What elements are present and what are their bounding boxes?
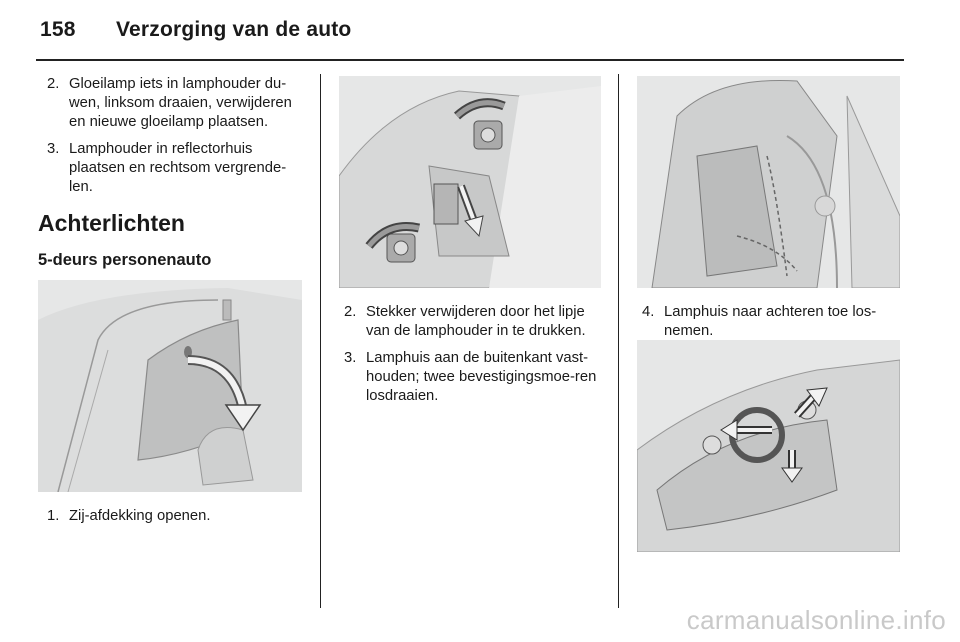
column-divider-2 [618,74,619,608]
page-number: 158 [40,18,76,41]
list-item [47,507,305,526]
header-rule [36,59,904,61]
page-title: Verzorging van de auto [116,18,352,41]
column-1-steps-bottom [47,507,305,534]
step-text: Lamphuis naar achteren toe los-nemen. [664,304,877,339]
step-text: Gloeilamp iets in lamphouder du-wen, linksom draaien, verwijderen en nieuwe gloeilamp plaatsen. [69,76,292,130]
step-text: Lamphuis aan de buitenkant vast-houden; twee bevestigingsmoe-ren losdraaien. [366,350,597,404]
step-text: Lamphouder in reflectorhuis plaatsen en rechtsom vergrende-len. [69,141,287,195]
list-item [47,75,305,132]
watermark: carmanualsonline.info [686,605,946,635]
step-number: 2. [344,304,357,320]
figure-lamp-holder [339,76,601,288]
column-divider-1 [320,74,321,608]
list-item [642,303,904,341]
list-item [344,303,606,341]
step-number: 3. [344,350,357,366]
step-text: Zij-afdekking openen. [69,508,211,524]
step-number: 4. [642,304,655,320]
list-item [47,140,305,197]
step-text: Stekker verwijderen door het lipje van de lamphouder in te drukken. [366,304,586,339]
list-item [344,349,606,406]
step-number: 3. [47,141,60,157]
figure-side-cover [38,280,302,492]
column-1-steps-top [47,75,305,205]
figure-lamp-housing-rear [637,76,900,288]
step-number: 2. [47,76,60,92]
column-2-steps [344,303,606,414]
page-header [40,18,351,42]
section-subheading: 5-deurs personenauto [38,251,212,269]
section-heading: Achterlichten [38,210,185,236]
figure-lamp-removal [637,340,900,552]
step-number: 1. [47,508,60,524]
